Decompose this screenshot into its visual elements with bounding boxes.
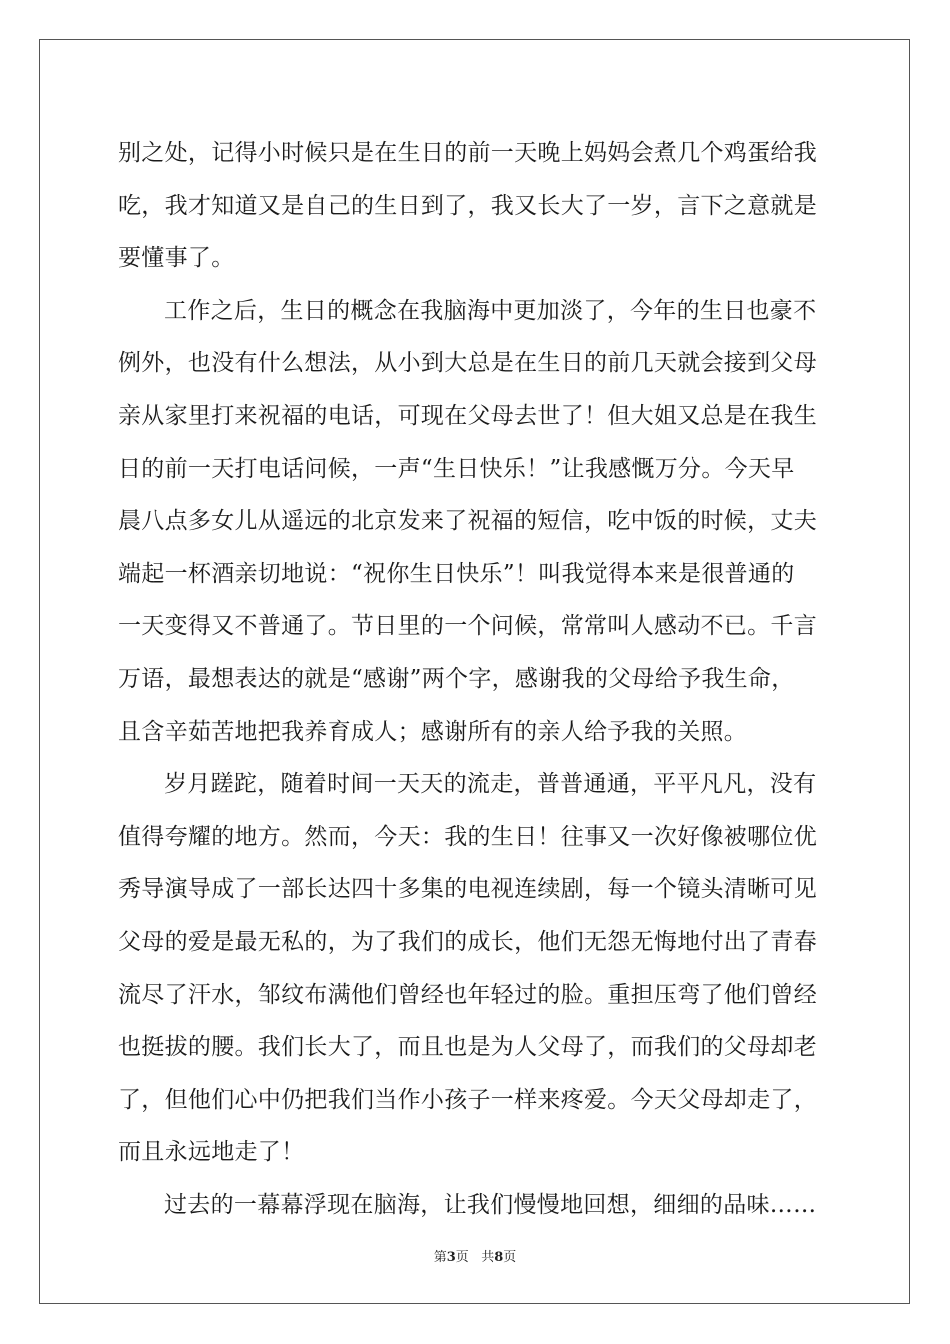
text-line: 流尽了汗水，邹纹布满他们曾经也年轻过的脸。重担压弯了他们曾经	[118, 981, 817, 1008]
page-total-number: 8	[494, 1250, 504, 1265]
paragraph-start-line: 过去的一幕幕浮现在脑海，让我们慢慢地回想，细细的品味……	[164, 1191, 817, 1218]
text-line: 且含辛茹苦地把我养育成人；感谢所有的亲人给予我的关照。	[118, 718, 748, 745]
page-suffix: 页	[455, 1250, 469, 1265]
paragraph-start-line: 工作之后，生日的概念在我脑海中更加淡了，今年的生日也豪不	[164, 297, 817, 324]
text-line: 要懂事了。	[118, 245, 235, 272]
total-prefix: 共	[481, 1250, 495, 1265]
text-line: 别之处，记得小时候只是在生日的前一天晚上妈妈会煮几个鸡蛋给我	[118, 140, 817, 166]
text-line: 端起一杯酒亲切地说：“祝你生日快乐”！叫我觉得本来是很普通的	[118, 560, 795, 587]
text-line: 而且永远地走了！	[118, 1139, 305, 1166]
text-line: 也挺拔的腰。我们长大了，而且也是为人父母了，而我们的父母却老	[118, 1034, 817, 1061]
text-line: 值得夸耀的地方。然而，今天：我的生日！往事又一次好像被哪位优	[118, 823, 817, 850]
page-prefix: 第	[433, 1250, 447, 1265]
text-line: 一天变得又不普通了。节日里的一个问候，常常叫人感动不已。千言	[118, 613, 817, 640]
text-line: 万语，最想表达的就是“感谢”两个字，感谢我的父母给予我生命，	[118, 665, 795, 692]
text-line: 秀导演导成了一部长达四十多集的电视连续剧，每一个镜头清晰可见	[118, 876, 817, 903]
paragraph-start-line: 岁月蹉跎，随着时间一天天的流走，普普通通，平平凡凡，没有	[164, 771, 817, 798]
document-body	[118, 127, 834, 1231]
text-line: 日的前一天打电话问候，一声“生日快乐！”让我感慨万分。今天早	[118, 455, 795, 482]
text-line: 亲从家里打来祝福的电话，可现在父母去世了！但大姐又总是在我生	[118, 402, 817, 429]
page-footer	[0, 1246, 950, 1265]
text-line: 了，但他们心中仍把我们当作小孩子一样来疼爱。今天父母却走了，	[118, 1086, 817, 1113]
text-line: 父母的爱是最无私的，为了我们的成长，他们无怨无悔地付出了青春	[118, 928, 817, 955]
total-suffix: 页	[503, 1250, 517, 1265]
text-line: 吃，我才知道又是自己的生日到了，我又长大了一岁，言下之意就是	[118, 192, 817, 219]
page-current-number: 3	[446, 1250, 456, 1265]
text-line: 晨八点多女儿从遥远的北京发来了祝福的短信，吃中饭的时候，丈夫	[118, 508, 817, 535]
text-line: 例外，也没有什么想法，从小到大总是在生日的前几天就会接到父母	[118, 350, 817, 377]
